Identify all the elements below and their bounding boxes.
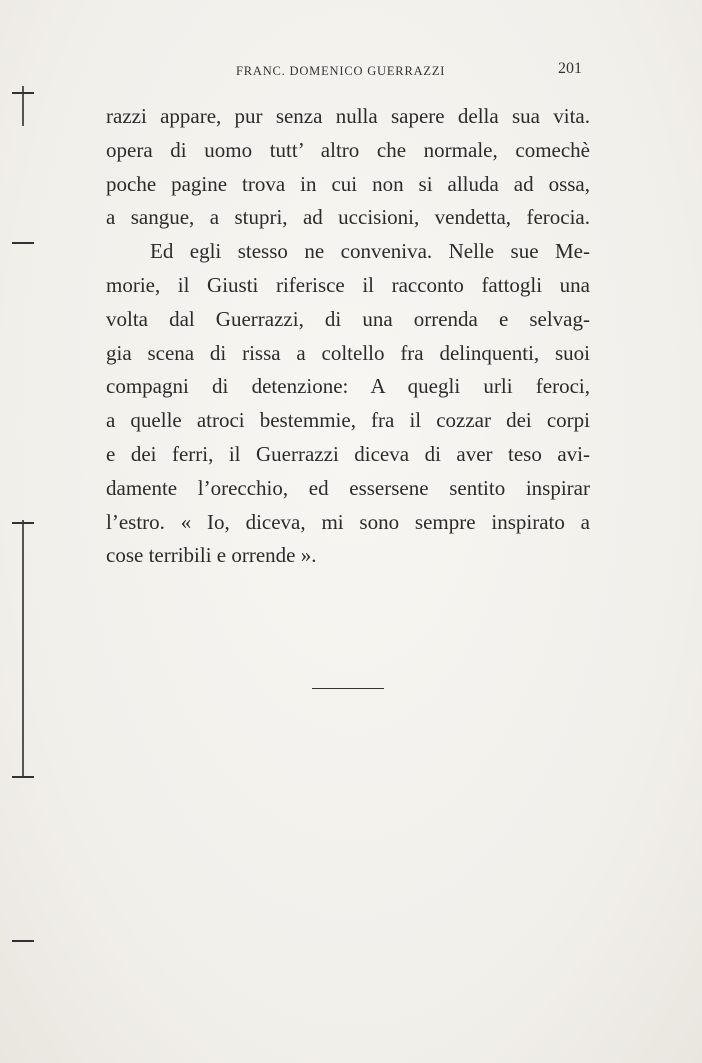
text-line: e dei ferri, il Guerrazzi diceva di aver teso avi- <box>106 441 590 466</box>
binding-thread-middle <box>22 520 24 778</box>
text-line: volta dal Guerrazzi, di una orrenda e selvag- <box>106 306 590 331</box>
text-line: poche pagine trova in cui non si alluda ad ossa, <box>106 171 590 196</box>
binding-stitch <box>12 522 34 524</box>
section-end-rule <box>312 688 384 689</box>
text-line: compagni di detenzione: A quegli urli feroci, <box>106 374 590 399</box>
binding-stitch <box>12 92 34 94</box>
text-line: Ed egli stesso ne conveniva. Nelle sue Me- <box>150 239 590 264</box>
text-line: opera di uomo tutt’ altro che normale, comechè <box>106 137 590 162</box>
text-line: a sangue, a stupri, ad uccisioni, vendetta, ferocia. <box>106 205 590 230</box>
text-line: razzi appare, pur senza nulla sapere della sua vita. <box>106 104 590 128</box>
page-number: 201 <box>558 60 582 77</box>
binding-stitch <box>12 776 34 778</box>
binding-stitch <box>12 940 34 942</box>
text-line: l’estro. « Io, diceva, mi sono sempre inspirato a <box>106 509 590 534</box>
running-head: FRANC. DOMENICO GUERRAZZI <box>236 64 446 78</box>
text-line: gia scena di rissa a coltello fra delinquenti, suoi <box>106 340 590 365</box>
text-line: a quelle atroci bestemmie, fra il cozzar dei corpi <box>106 408 590 433</box>
binding-stitch <box>12 242 34 244</box>
text-line: cose terribili e orrende ». <box>106 543 317 568</box>
page-header <box>106 60 590 82</box>
body-text <box>106 100 590 573</box>
text-line: damente l’orecchio, ed essersene sentito inspirar <box>106 475 590 500</box>
text-line: morie, il Giusti riferisce il racconto fattogli una <box>106 272 590 297</box>
